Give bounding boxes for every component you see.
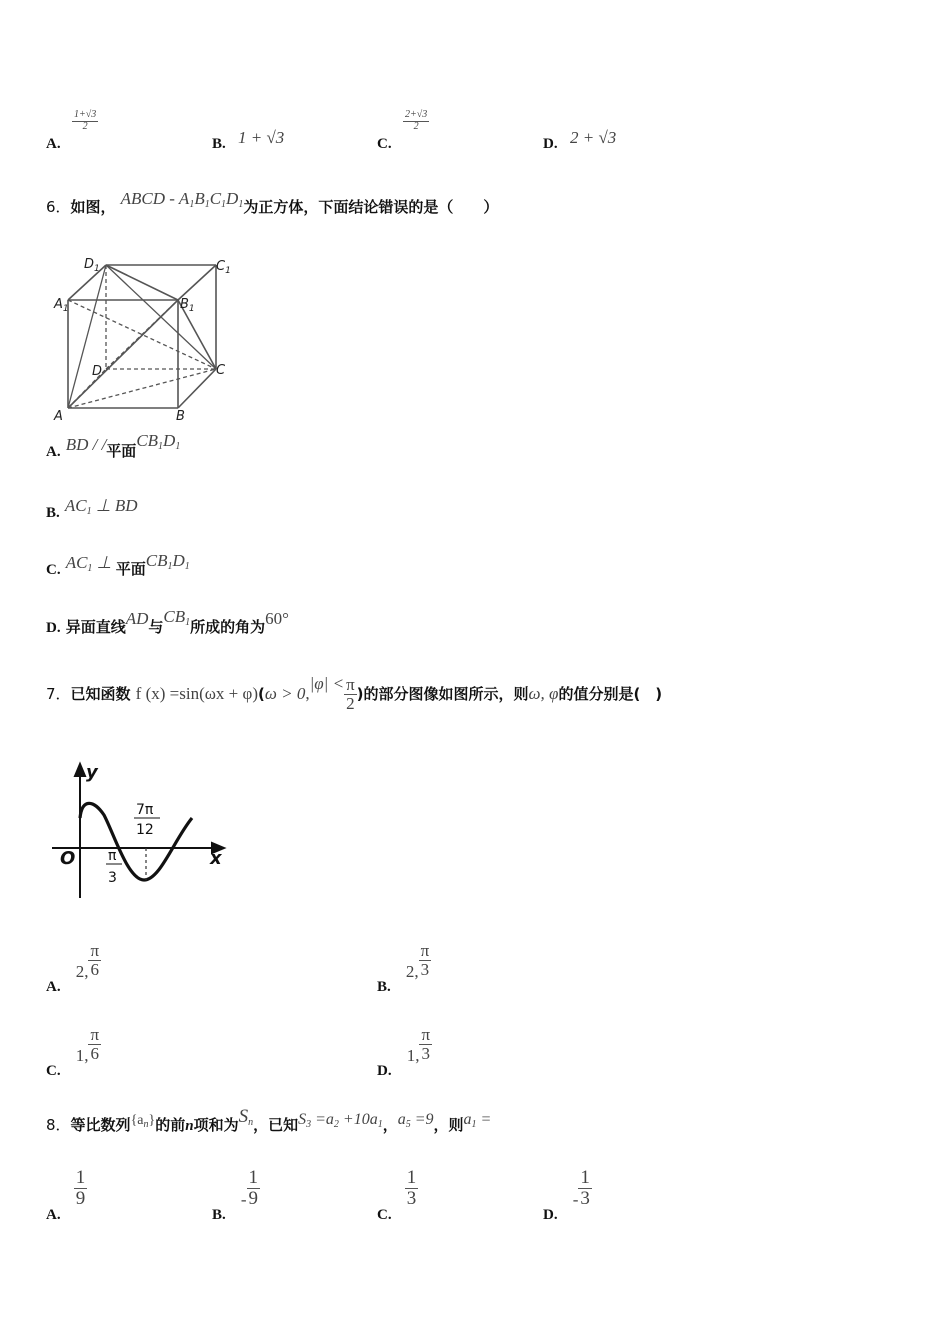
q7-b-fraction: $\frac{\pi}{3}$ (420, 941, 430, 979)
mark-pi-num: π (108, 848, 117, 864)
label-b1: $B_1$ (180, 297, 195, 314)
label-b: B (176, 409, 185, 424)
q8-option-d[interactable] (543, 1167, 592, 1223)
diag-d1b1 (106, 265, 178, 300)
q6-a-label: A. (46, 444, 61, 460)
q8-d-sign: - (572, 1189, 579, 1209)
q8-a-label: A. (46, 1206, 61, 1223)
label-a1: $A_1$ (54, 297, 69, 314)
mark-12-den: 12 (136, 822, 154, 838)
q7-pre: 已知函数 (70, 684, 131, 703)
q6-d-label: D. (46, 620, 61, 636)
q8-stem (46, 1106, 492, 1136)
q8-b-label: B. (212, 1206, 226, 1223)
q5-option-c-fraction (403, 110, 429, 132)
mark-3-den: 3 (108, 870, 117, 886)
q6-a-math1: BD / / (65, 435, 107, 454)
q7-number: 7． (46, 684, 71, 703)
q8-mid2: 项和为 (193, 1116, 239, 1134)
q8-c-fraction: $\frac{1}{3}$ (406, 1167, 417, 1209)
q8-n: n (185, 1118, 194, 1134)
q6-stem (46, 189, 499, 218)
q8-sep: ， (382, 1116, 398, 1134)
q6-d-math1: AD (125, 609, 149, 628)
q7-cond2: |φ| < (309, 673, 345, 693)
q6-a-math2: $CB_1D_1$ (136, 431, 181, 452)
q8-a-fraction: $\frac{1}{9}$ (75, 1167, 86, 1209)
q6-c-cn: 平面 (115, 560, 146, 578)
q7-c-fraction: $\frac{\pi}{6}$ (90, 1025, 100, 1063)
q8-mid3: ，已知 (253, 1116, 299, 1134)
q6-cube-name: ABCD - $A_1B_1C_1D_1$ (120, 189, 244, 210)
q8-S: $S_n$ (238, 1106, 254, 1128)
q6-d-cn2: 与 (148, 618, 164, 636)
q7-a-label: A. (46, 978, 61, 995)
origin-label: O (60, 848, 76, 869)
q8-eq2: $a_5 =9$ (397, 1111, 434, 1130)
q6-option-d[interactable] (46, 607, 289, 638)
q8-option-b[interactable] (212, 1167, 260, 1223)
q7-d-value: 1, (406, 1045, 420, 1065)
q7-d-label: D. (377, 1062, 392, 1079)
label-c: C (216, 363, 226, 378)
q8-seq: $\{a_n\}$ (130, 1113, 156, 1130)
y-label: y (86, 762, 98, 783)
q7-sine-graph (48, 760, 228, 902)
q6-d-cn3: 所成的角为 (190, 618, 266, 636)
q8-pre: 等比数列 (70, 1116, 131, 1134)
q7-vars: ω, φ (528, 683, 559, 703)
q7-a-value: 2, (75, 961, 89, 981)
q7-d-fraction: $\frac{\pi}{3}$ (421, 1025, 431, 1063)
q6-post: 为正方体，下面结论错误的是（ ） (243, 198, 499, 216)
x-label: x (210, 848, 222, 869)
q5-a-denominator: 2 (82, 120, 88, 132)
q7-c-label: C. (46, 1062, 61, 1079)
q5-option-d-label: D. (543, 136, 558, 152)
edge-b1c1 (178, 265, 216, 300)
q7-c-value: 1, (75, 1045, 89, 1065)
q7-a-fraction: $\frac{\pi}{6}$ (90, 941, 100, 979)
label-c1: $C_1$ (216, 259, 231, 276)
q6-d-cn1: 异面直线 (65, 618, 126, 636)
q5-option-a-fraction (72, 110, 98, 132)
q8-ask: $a_1$ = (463, 1111, 492, 1130)
q8-eq1: $S_3 =a_2 +10a_1$ (298, 1111, 383, 1130)
q8-d-fraction: $\frac{1}{3}$ (580, 1167, 590, 1209)
q6-c-math1: $AC_1$ ⊥ (65, 553, 116, 574)
q5-option-b-label: B. (212, 136, 226, 152)
q6-b-label: B. (46, 505, 60, 521)
q8-mid1: 的前 (155, 1116, 186, 1134)
hidden-db1 (106, 300, 178, 369)
hidden-ac (68, 369, 216, 408)
q5-option-d-expr: 2 + √3 (570, 128, 617, 147)
q7-cond1: ω > 0 (264, 683, 306, 703)
q6-d-math3: 60° (265, 609, 289, 628)
q6-option-a[interactable] (46, 431, 181, 462)
q7-b-value: 2, (405, 961, 419, 981)
q7-stem (46, 673, 663, 713)
q5-a-numerator: 1+√3 (74, 109, 97, 120)
q6-a-cn: 平面 (106, 442, 137, 460)
mark-7pi-num: 7π (136, 802, 154, 818)
q6-b-math: $AC_1$ ⊥ BD (64, 496, 138, 517)
q6-option-b[interactable] (46, 496, 138, 523)
q8-d-label: D. (543, 1206, 558, 1223)
q5-option-a-label: A. (46, 136, 61, 152)
q7-pi-half: $\frac{\pi}{2}$ (346, 675, 355, 713)
q6-number: 6． (46, 198, 71, 216)
q6-option-c[interactable] (46, 551, 190, 580)
label-a: A (54, 409, 63, 424)
q7-func: f (x) =sin(ωx + φ) (135, 683, 258, 703)
q8-mid4: ，则 (433, 1116, 464, 1134)
q6-c-math2: $CB_1D_1$ (145, 551, 190, 572)
q8-b-fraction: $\frac{1}{9}$ (248, 1167, 259, 1209)
q6-pre: 如图， (70, 198, 116, 216)
y-axis-arrow (75, 764, 85, 776)
q5-option-b-expr: 1 + √3 (238, 128, 285, 147)
q7-b-label: B. (377, 978, 391, 995)
q7-option-d[interactable] (377, 1025, 432, 1079)
q6-cube-figure (50, 252, 240, 424)
q8-number: 8． (46, 1116, 71, 1134)
q7-option-c[interactable] (46, 1025, 101, 1079)
q5-c-numerator: 2+√3 (405, 109, 428, 120)
q8-option-a[interactable] (46, 1167, 87, 1223)
q7-paren: ( (257, 684, 265, 703)
q8-c-label: C. (377, 1206, 392, 1223)
q7-option-b[interactable] (377, 941, 431, 995)
q7-option-a[interactable] (46, 941, 101, 995)
q6-d-math2: $CB_1$ (163, 607, 191, 628)
q7-post2: 的值分别是( ) (558, 684, 663, 703)
q8-option-c[interactable] (377, 1167, 418, 1223)
q8-b-sign: - (240, 1189, 247, 1209)
q7-post1: )的部分图像如图所示，则 (356, 684, 529, 703)
q7-comma: , (305, 683, 310, 703)
q5-option-c-label: C. (377, 136, 392, 152)
edge-bc (178, 369, 216, 408)
diag-ad1 (68, 265, 106, 408)
label-d: D (92, 364, 103, 379)
q6-c-label: C. (46, 562, 61, 578)
q5-c-denominator: 2 (413, 120, 419, 132)
label-d1: $D_1$ (84, 257, 100, 274)
